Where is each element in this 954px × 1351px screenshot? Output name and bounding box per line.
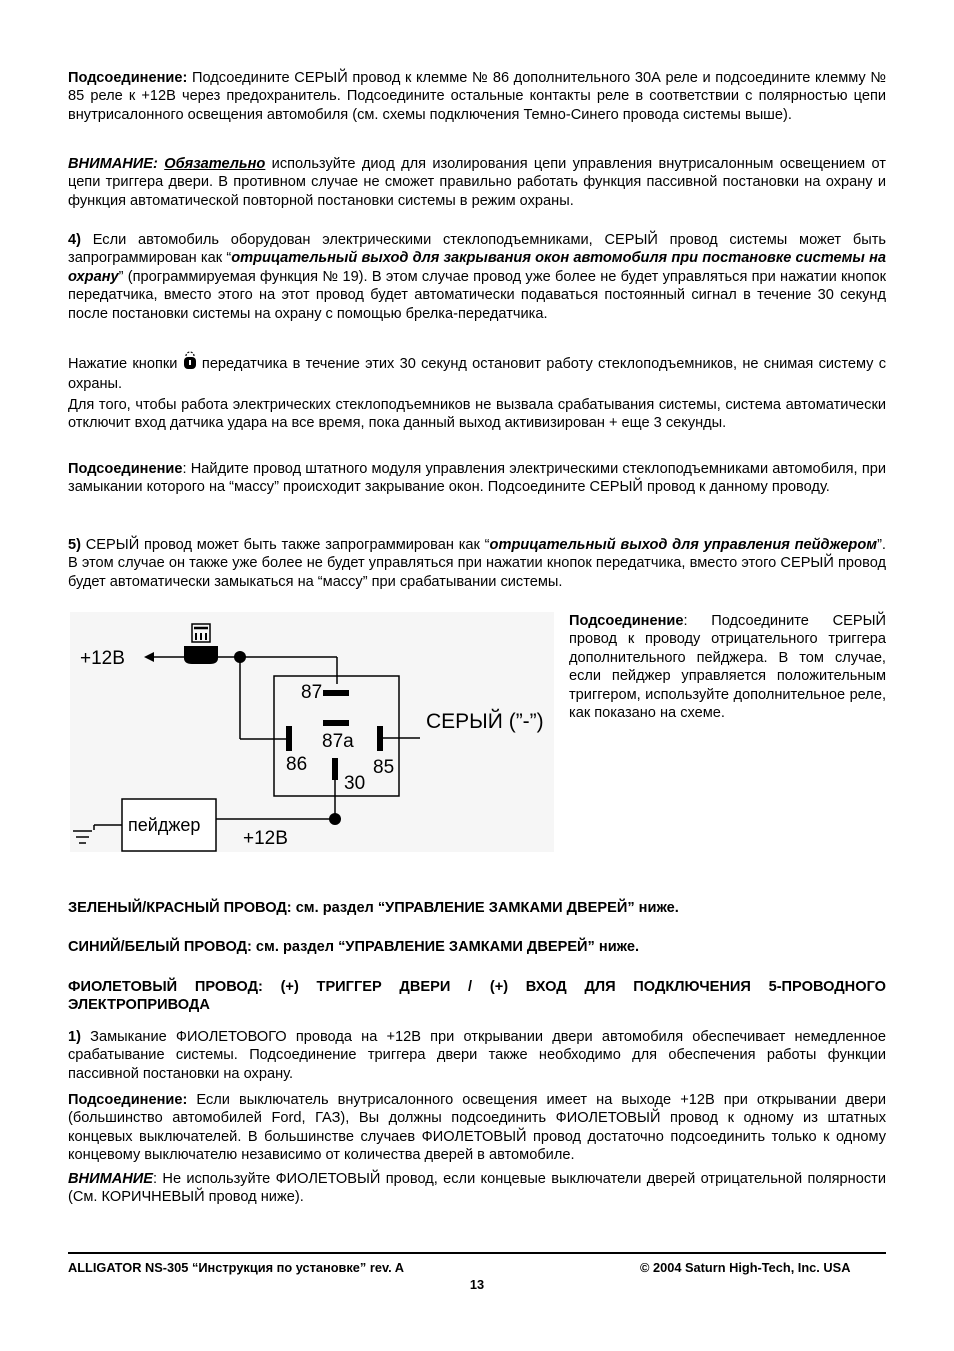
paragraph-item-4 [68, 231, 886, 323]
paragraph-text: : Подсоедините СЕРЫЙ провод к проводу отрицательного триггера дополнительного пейджера. В том случае, если пейджер управляется положительным триггером, используйте дополнительное реле, как показано на схеме. [569, 613, 886, 722]
label-pin-85: 85 [373, 757, 395, 778]
paragraph-text: СЕРЫЙ провод может быть также запрограммирован как “ [80, 537, 490, 553]
lock-button-icon [183, 350, 197, 375]
paragraph-text: Нажатие кнопки [68, 356, 178, 372]
emphasis-text: Обязательно [164, 156, 266, 172]
label-plus12-bottom: +12В [243, 828, 288, 849]
label-pin-87: 87 [301, 682, 323, 703]
label-pin-87a: 87a [322, 731, 354, 752]
connection-label: Подсоединение: [68, 70, 188, 86]
paragraph-warning-1 [68, 155, 886, 210]
paragraph-text: ” (программируемая функция № 19). В этом случае провод уже более не будет управляться при нажатии кнопок передатчика, вместо этого на этот провод будет автоматически подаваться постоянный сигнал в течение 30 секунд после постановки системы на охрану с помощью брелка-передатчика. [68, 268, 886, 322]
pin-30 [332, 758, 338, 780]
paragraph-button-press [68, 350, 886, 394]
paragraph-text: Подсоедините СЕРЫЙ провод к клемме № 86 дополнительного 30А реле и подсоедините клемму № 85 реле к +12В через предохранитель. Подсоедините остальные контакты реле в соответствии с полярностью цепи внутрисалонного освещения автомобиля (см. схемы подключения Темно-Синего провода системы выше). [68, 70, 886, 123]
paragraph-text: Замыкание ФИОЛЕТОВОГО провода на +12В при открывании двери автомобиля обеспечивает немедленное срабатывание системы. Подсоединение триггера двери также необходимо для обеспечения работы функции пассивной постановки на охрану. [68, 1029, 886, 1082]
section-heading-blue-white: СИНИЙ/БЕЛЫЙ ПРОВОД: см. раздел “УПРАВЛЕНИЕ ЗАМКАМИ ДВЕРЕЙ” ниже. [68, 939, 640, 955]
warning-label: ВНИМАНИЕ: [68, 156, 158, 172]
paragraph-text: : Найдите провод штатного модуля управления электрическими стеклоподъемниками автомобиля, при замыкании которого на “массу” происходит закрывание окон. Подсоедините СЕРЫЙ провод к данному проводу. [68, 461, 886, 496]
paragraph-text: Для того, чтобы работа электрических стеклоподъемников не вызвала срабатывания системы, система автоматически отключит вход датчика удара на все время, пока данный выход активизирован + еще 3 секунды. [68, 397, 886, 432]
label-pager: пейджер [128, 815, 201, 835]
paragraph-connection-3 [569, 612, 886, 722]
paragraph-item-5 [68, 536, 886, 591]
pin-86 [286, 726, 292, 751]
paragraph-text: : Не используйте ФИОЛЕТОВЫЙ провод, если концевые выключатели дверей отрицательной полярности (См. КОРИЧНЕВЫЙ провод ниже). [68, 1171, 886, 1206]
item-number: 4) [68, 232, 81, 248]
label-pin-30: 30 [344, 773, 366, 794]
paragraph-connection-4 [68, 1091, 886, 1165]
paragraph-text: ”. В этом случае он также уже более не будет управляться при нажатии кнопок передатчика, вместо этого СЕРЫЙ провод будет автоматически замыкаться на “массу” при срабатывании системы. [68, 537, 886, 590]
emphasis-text: отрицательный выход для закрывания окон автомобиля при постановке системы на охрану [68, 250, 886, 285]
relay-wiring-diagram [70, 612, 554, 852]
connection-label: Подсоединение [68, 461, 183, 477]
item-number: 1) [68, 1029, 81, 1045]
label-pin-86: 86 [286, 754, 308, 775]
paragraph-connection-1 [68, 69, 886, 124]
label-plus12-top: +12В [80, 648, 125, 669]
paragraph-item-1 [68, 1028, 886, 1083]
page-number: 13 [469, 1277, 485, 1292]
item-number: 5) [68, 537, 81, 553]
footer-divider [68, 1252, 886, 1254]
warning-label: ВНИМАНИЕ [68, 1171, 154, 1187]
pin-87 [323, 690, 349, 696]
paragraph-text: используйте диод для изолирования цепи управления внутрисалонным освещением от цепи триггера двери. В противном случае не сможет правильно работать функция пассивной постановки на охрану и функция автоматической повторной постановки системы в режим охраны. [68, 156, 886, 209]
paragraph-shock-sensor [68, 396, 886, 433]
connection-label: Подсоединение: [68, 1092, 188, 1108]
paragraph-text: передатчика в течение этих 30 секунд остановит работу стеклоподъемников, не снимая систему с охраны. [68, 356, 886, 393]
paragraph-text: Если выключатель внутрисалонного освещения имеет на выходе +12В при открывании двери (большинство автомобилей Ford, ГАЗ), Вы должны подсоединить ФИОЛЕТОВЫЙ провод к одному из штатных концевых выключателей. В большинстве случаев ФИОЛЕТОВЫЙ провод достаточно подсоединить только к одному концевому выключателю независимо от количества дверей в автомобиле. [68, 1092, 886, 1164]
section-heading-violet: ФИОЛЕТОВЫЙ ПРОВОД: (+) ТРИГГЕР ДВЕРИ / (+) ВХОД ДЛЯ ПОДКЛЮЧЕНИЯ 5-ПРОВОДНОГО ЭЛЕКТРОПРИВОДА [68, 979, 886, 1014]
paragraph-text: Если автомобиль оборудован электрическими стеклоподъемниками, СЕРЫЙ провод системы может быть запрограммирован как “ [68, 232, 886, 267]
pin-85 [377, 726, 383, 751]
connection-label: Подсоединение [569, 613, 684, 629]
paragraph-warning-2 [68, 1170, 886, 1207]
emphasis-text: отрицательный выход для управления пейджером [489, 537, 878, 553]
paragraph-connection-2 [68, 460, 886, 497]
section-heading-green-red: ЗЕЛЕНЫЙ/КРАСНЫЙ ПРОВОД: см. раздел “УПРАВЛЕНИЕ ЗАМКАМИ ДВЕРЕЙ” ниже. [68, 900, 679, 916]
label-gray-wire: СЕРЫЙ (”-”) [426, 710, 544, 733]
pin-87a [323, 720, 349, 726]
footer-copyright: © 2004 Saturn High-Tech, Inc. USA [640, 1260, 851, 1275]
footer-title: ALLIGATOR NS-305 “Инструкция по установке” rev. A [68, 1260, 405, 1275]
